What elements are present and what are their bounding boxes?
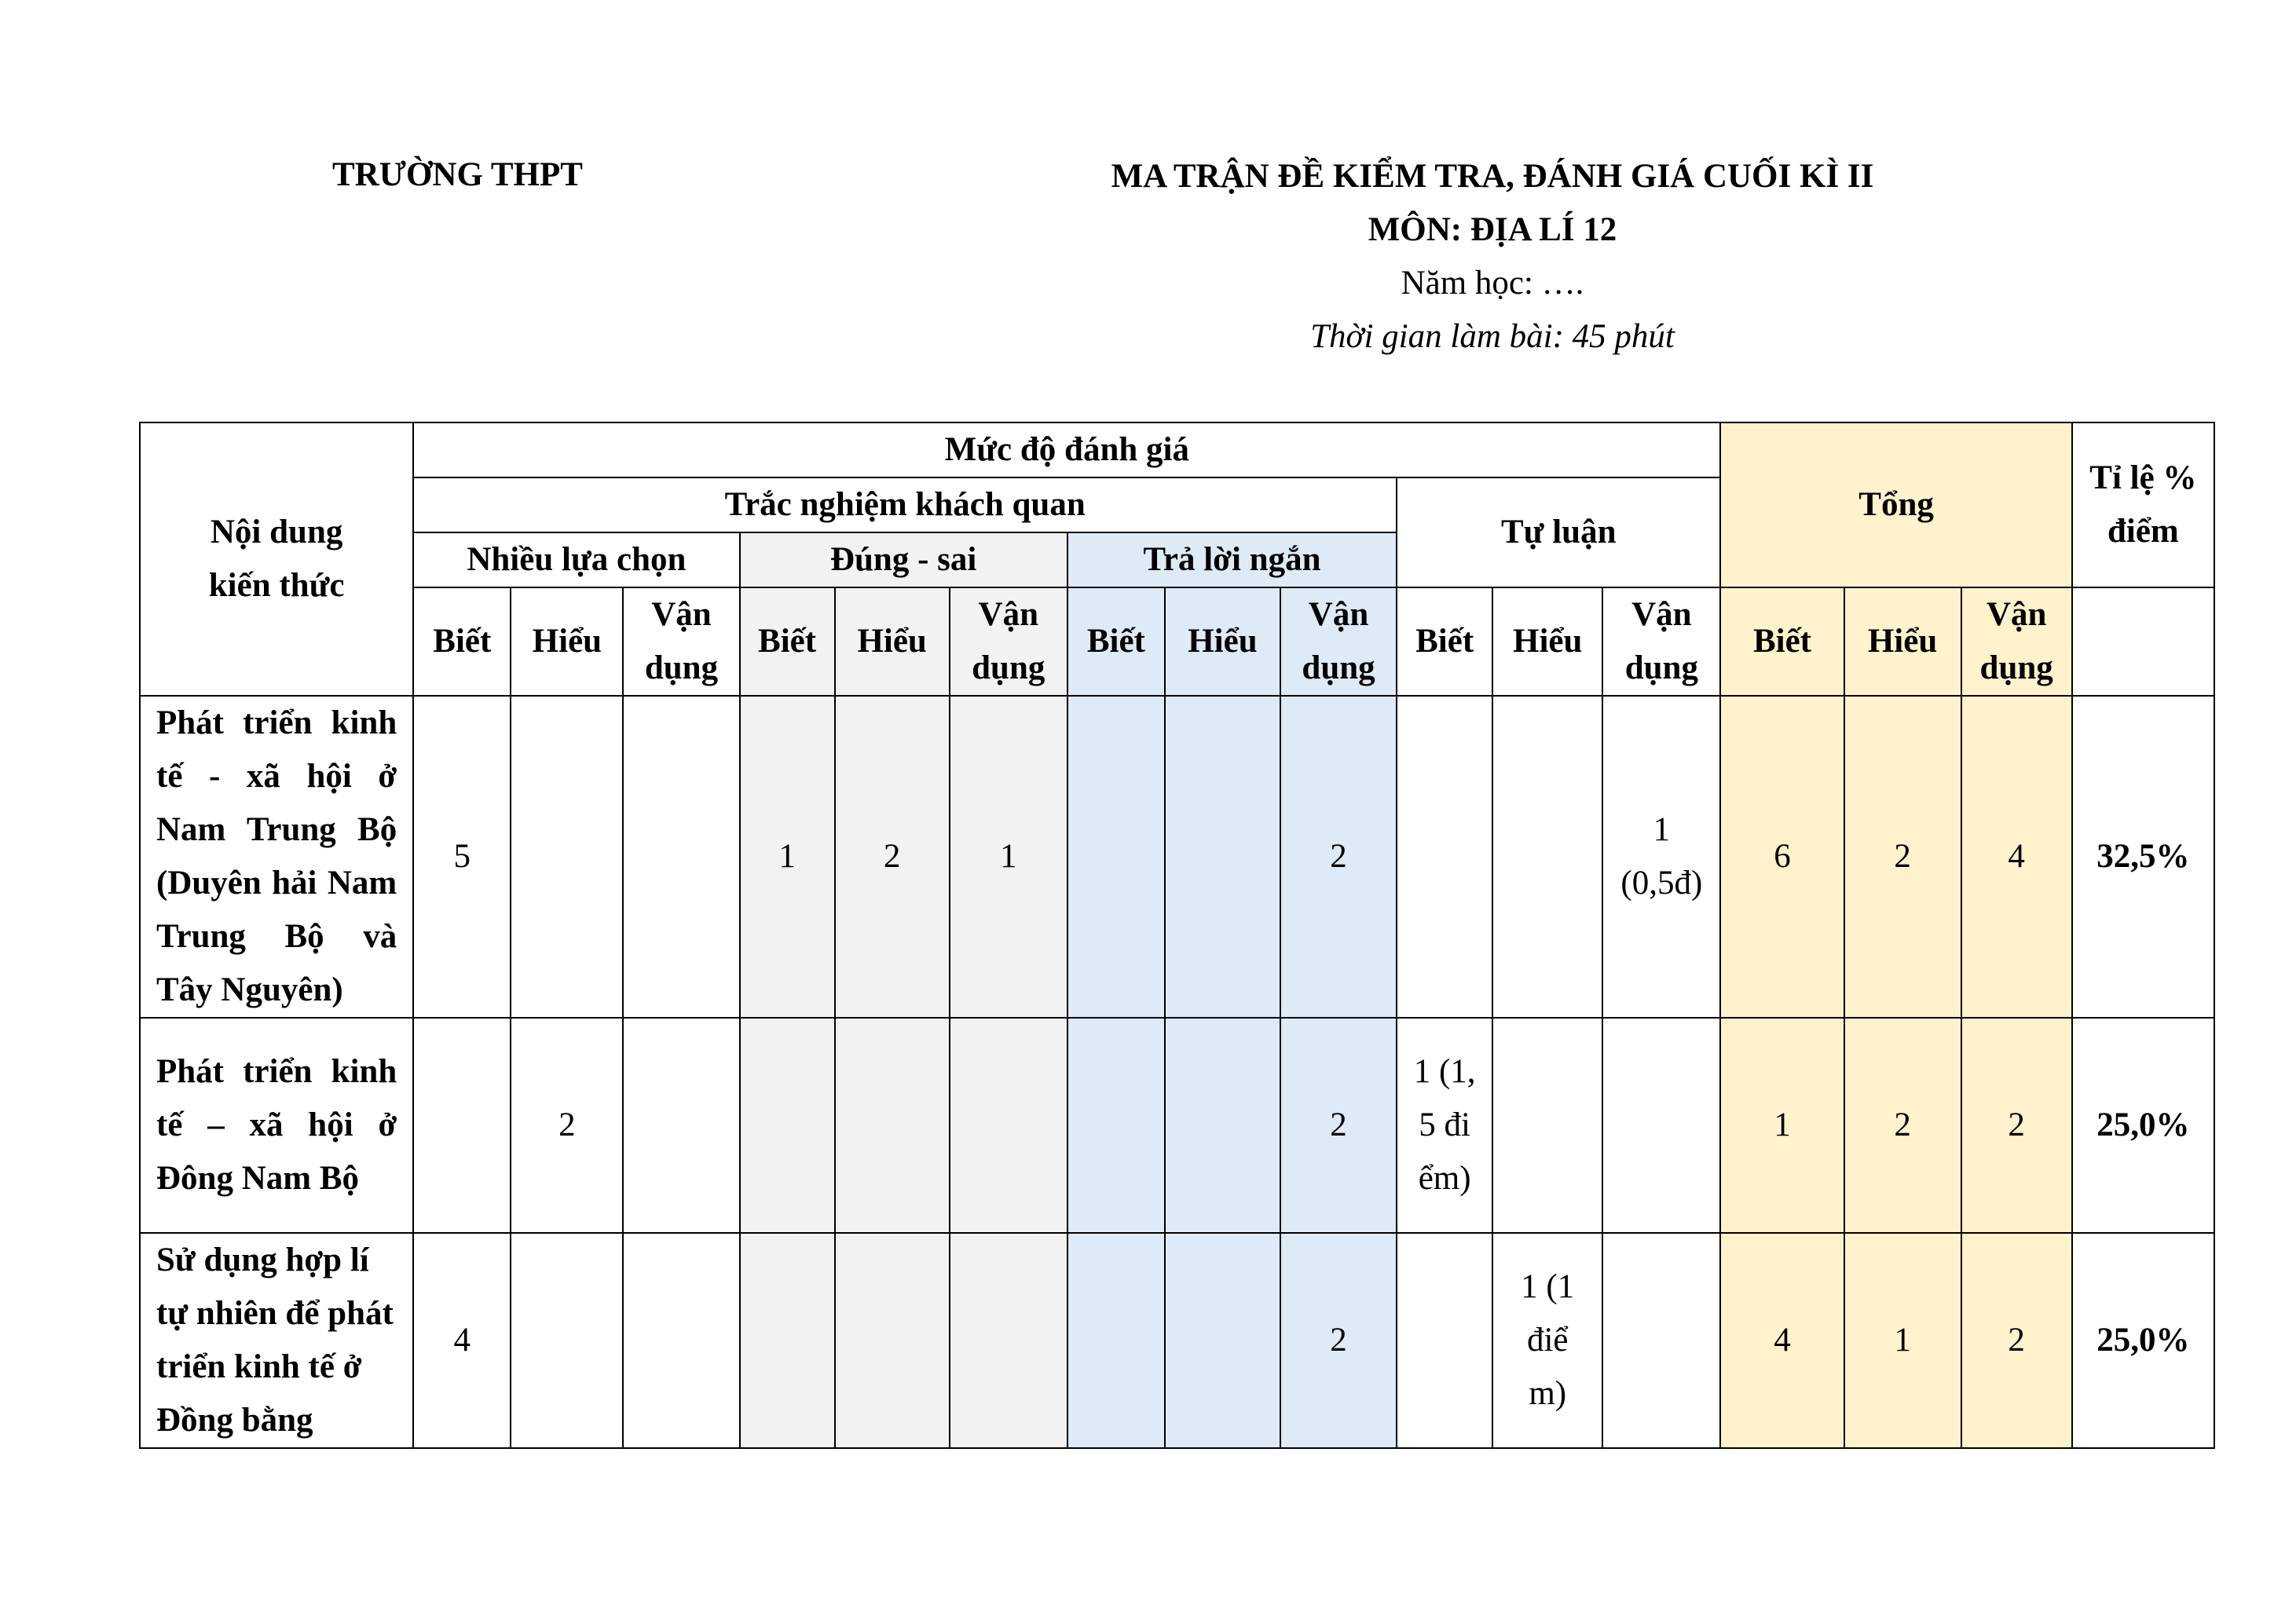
level-apply: Vận dụng xyxy=(623,587,739,696)
total-know-cell: 6 xyxy=(1720,696,1844,1018)
total-apply-cell: 4 xyxy=(1961,696,2072,1018)
mc-understand-cell xyxy=(511,1233,623,1448)
total-apply-cell: 2 xyxy=(1961,1233,2072,1448)
mc-apply-cell xyxy=(623,1018,739,1233)
tf-know-cell xyxy=(740,1018,835,1233)
tf-know-cell: 1 xyxy=(740,696,835,1018)
level-understand: Hiểu xyxy=(1492,587,1602,696)
total-apply-cell: 2 xyxy=(1961,1018,2072,1233)
total-understand-cell: 2 xyxy=(1844,696,1961,1018)
essay-understand-cell: 1 (1 điểm) xyxy=(1492,1233,1602,1448)
mc-apply-cell xyxy=(623,1233,739,1448)
sa-know-cell xyxy=(1067,1233,1165,1448)
sa-understand-cell xyxy=(1165,1018,1280,1233)
essay-know-cell xyxy=(1397,1233,1492,1448)
table-row xyxy=(140,1233,2214,1448)
essay-apply-cell xyxy=(1602,1018,1720,1233)
total-understand-cell: 1 xyxy=(1844,1233,1961,1448)
header-content: Nội dung kiến thức xyxy=(140,422,413,696)
level-know: Biết xyxy=(1067,587,1165,696)
mc-know-cell: 4 xyxy=(413,1233,511,1448)
level-understand: Hiểu xyxy=(1844,587,1961,696)
tf-apply-cell xyxy=(950,1018,1067,1233)
essay-apply-cell: 1 (0,5đ) xyxy=(1602,696,1720,1018)
doc-title: MA TRẬN ĐỀ KIỂM TRA, ĐÁNH GIÁ CUỐI KÌ II xyxy=(1111,158,1874,195)
level-apply: Vận dụng xyxy=(1280,587,1397,696)
ratio-cell: 25,0% xyxy=(2072,1233,2214,1448)
header-short-answer: Trả lời ngắn xyxy=(1067,532,1397,587)
header-multiple-choice: Nhiều lựa chọn xyxy=(413,532,739,587)
sa-understand-cell xyxy=(1165,1233,1280,1448)
header-true-false: Đúng - sai xyxy=(740,532,1067,587)
topic-cell: Phát triển kinh tế – xã hội ở Đông Nam Bộ xyxy=(140,1018,413,1233)
level-know: Biết xyxy=(740,587,835,696)
level-know: Biết xyxy=(413,587,511,696)
level-know: Biết xyxy=(1720,587,1844,696)
tf-know-cell xyxy=(740,1233,835,1448)
header-objective: Trắc nghiệm khách quan xyxy=(413,477,1397,532)
essay-apply-cell xyxy=(1602,1233,1720,1448)
sa-apply-cell: 2 xyxy=(1280,696,1397,1018)
sa-apply-cell: 2 xyxy=(1280,1018,1397,1233)
topic-cell: Phát triển kinh tế - xã hội ở Nam Trung Bộ (Duyên hải Nam Trung Bộ và Tây Nguyên) xyxy=(140,696,413,1018)
sa-know-cell xyxy=(1067,696,1165,1018)
assessment-matrix-table xyxy=(139,422,2215,1449)
title-block xyxy=(1021,155,1964,369)
tf-understand-cell xyxy=(835,1018,950,1233)
ratio-cell: 25,0% xyxy=(2072,1018,2214,1233)
ratio-blank xyxy=(2072,587,2214,696)
tf-apply-cell: 1 xyxy=(950,696,1067,1018)
essay-know-cell: 1 (1,5 điểm) xyxy=(1397,1018,1492,1233)
level-understand: Hiểu xyxy=(1165,587,1280,696)
level-know: Biết xyxy=(1397,587,1492,696)
mc-apply-cell xyxy=(623,696,739,1018)
subject-line: MÔN: ĐỊA LÍ 12 xyxy=(1368,211,1617,248)
ratio-cell: 32,5% xyxy=(2072,696,2214,1018)
exam-duration: Thời gian làm bài: 45 phút xyxy=(1310,318,1675,355)
header-essay: Tự luận xyxy=(1397,477,1720,587)
sa-apply-cell: 2 xyxy=(1280,1233,1397,1448)
school-year: Năm học: …. xyxy=(1401,265,1584,302)
tf-understand-cell: 2 xyxy=(835,696,950,1018)
level-apply: Vận dụng xyxy=(1961,587,2072,696)
total-understand-cell: 2 xyxy=(1844,1018,1961,1233)
mc-understand-cell xyxy=(511,696,623,1018)
sa-know-cell xyxy=(1067,1018,1165,1233)
table-row xyxy=(140,696,2214,1018)
topic-cell: Sử dụng hợp lí tự nhiên để phát triển kinh tế ở Đồng bằng xyxy=(140,1233,413,1448)
total-know-cell: 1 xyxy=(1720,1018,1844,1233)
total-know-cell: 4 xyxy=(1720,1233,1844,1448)
header-total: Tổng xyxy=(1720,422,2071,587)
mc-know-cell: 5 xyxy=(413,696,511,1018)
tf-understand-cell xyxy=(835,1233,950,1448)
level-understand: Hiểu xyxy=(835,587,950,696)
school-name: TRƯỜNG THPT xyxy=(332,156,583,193)
essay-understand-cell xyxy=(1492,1018,1602,1233)
level-apply: Vận dụng xyxy=(1602,587,1720,696)
sa-understand-cell xyxy=(1165,696,1280,1018)
level-apply: Vận dụng xyxy=(950,587,1067,696)
level-understand: Hiểu xyxy=(511,587,623,696)
essay-know-cell xyxy=(1397,696,1492,1018)
header-assessment-level: Mức độ đánh giá xyxy=(413,422,1720,477)
header-ratio: Tỉ lệ % điểm xyxy=(2072,422,2214,587)
mc-know-cell xyxy=(413,1018,511,1233)
table-row xyxy=(140,1018,2214,1233)
tf-apply-cell xyxy=(950,1233,1067,1448)
essay-understand-cell xyxy=(1492,696,1602,1018)
mc-understand-cell: 2 xyxy=(511,1018,623,1233)
